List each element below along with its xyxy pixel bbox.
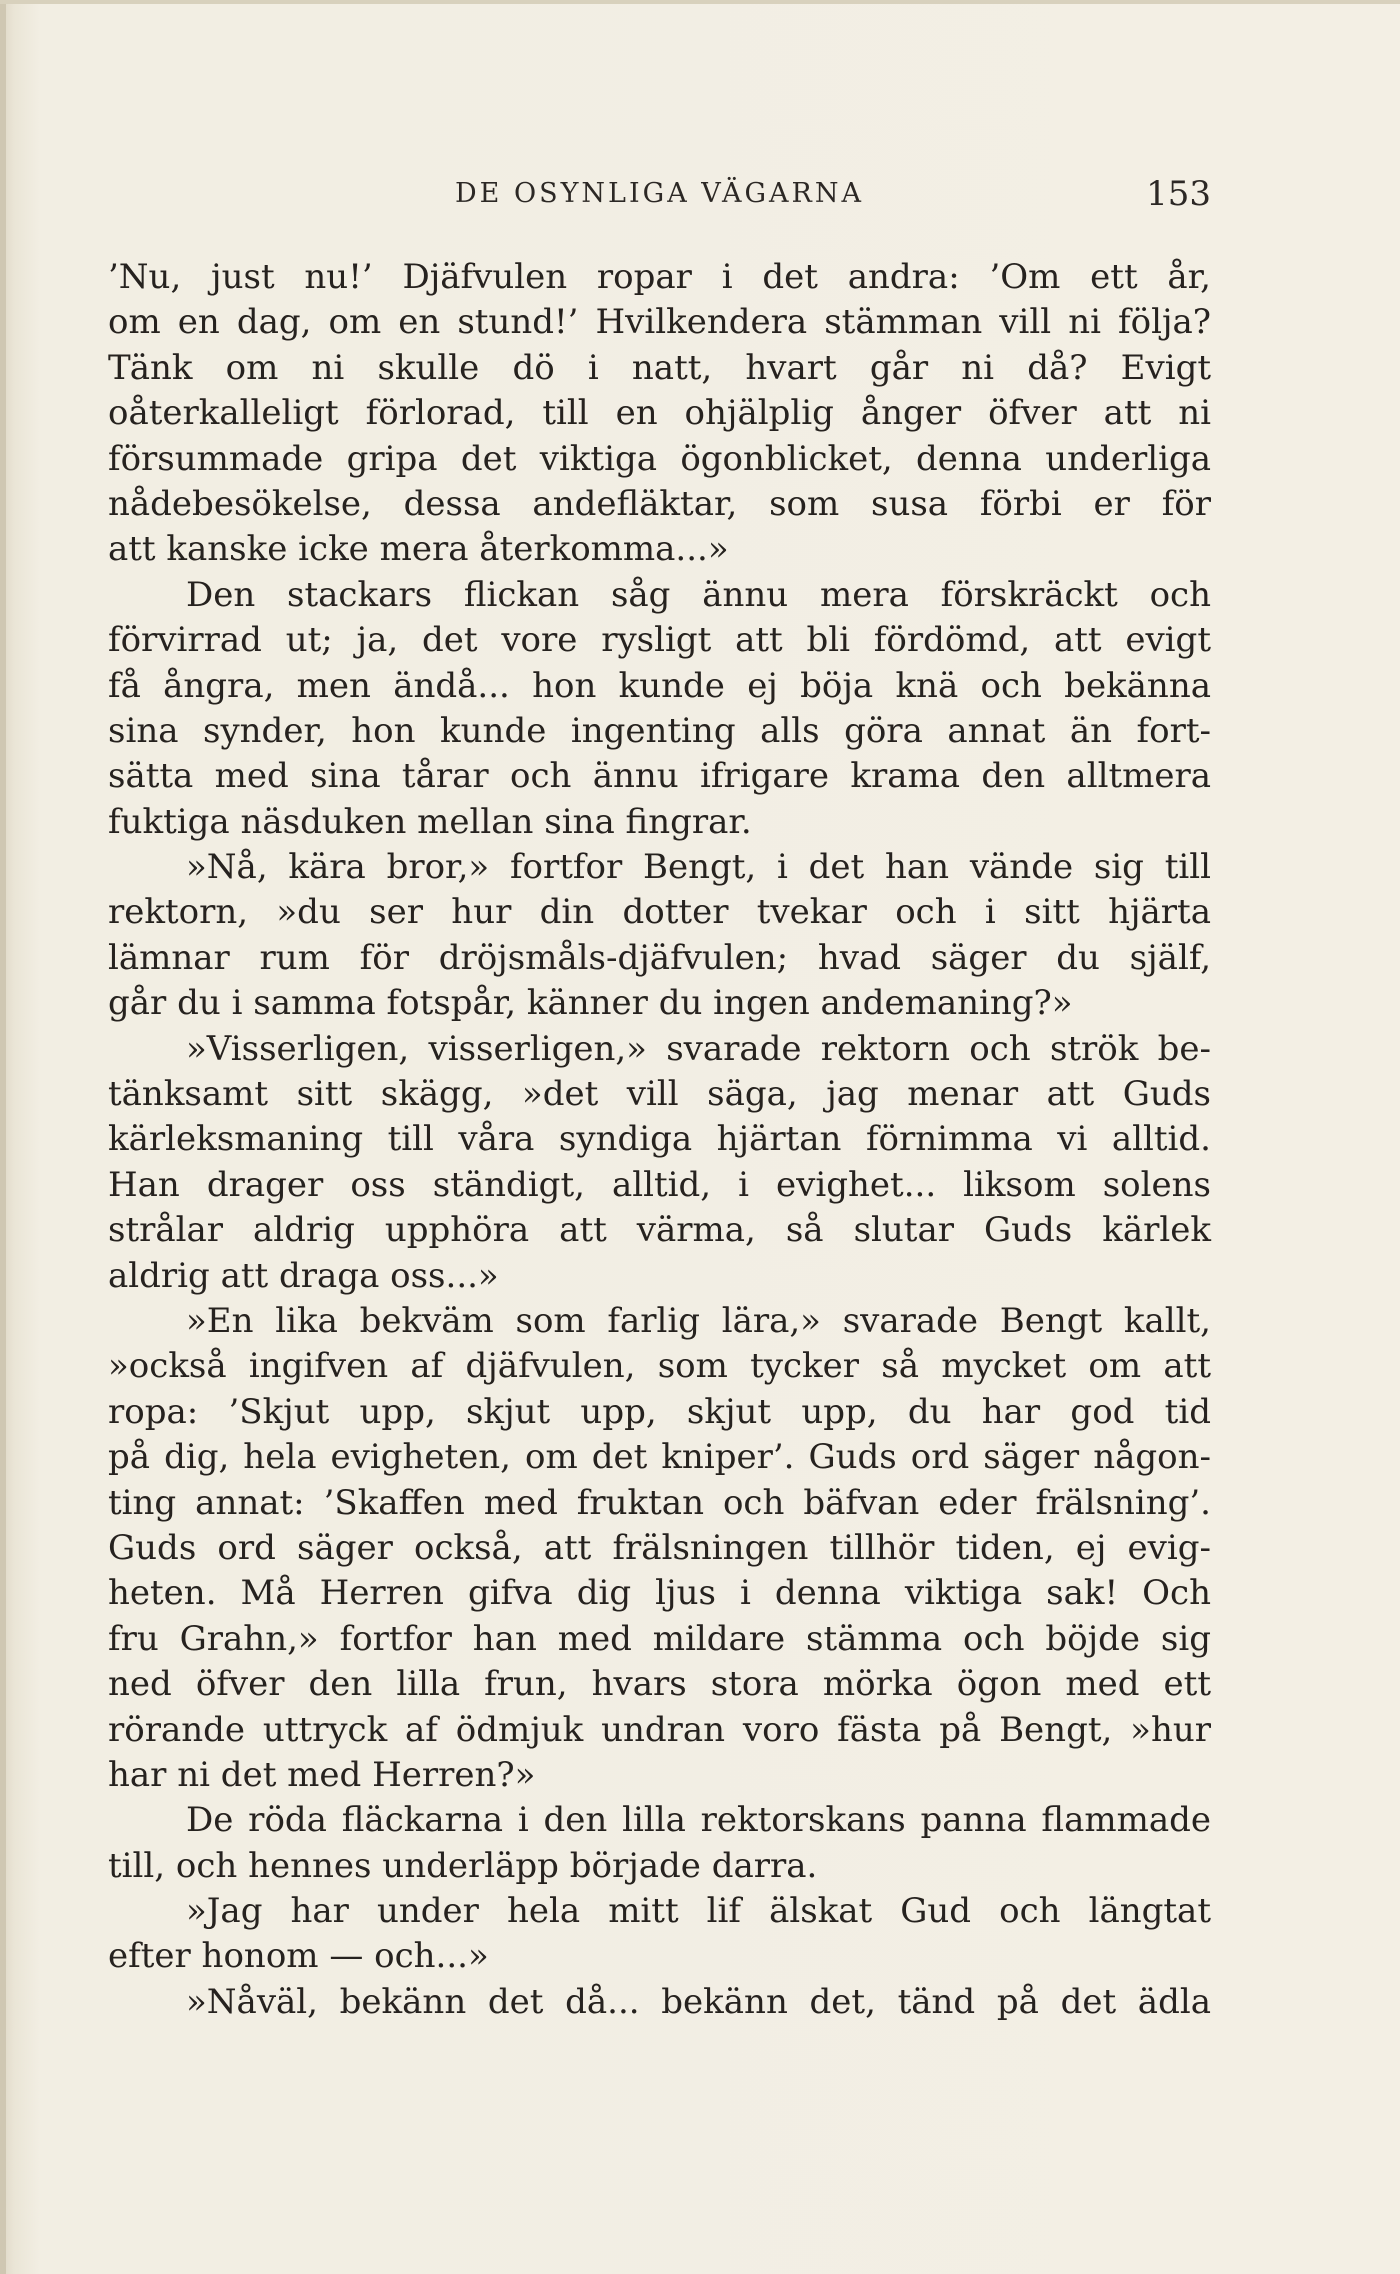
text-line: sätta med sina tårar och ännu ifrigare krama den alltmera <box>108 756 1211 797</box>
page-top-edge <box>0 0 1400 4</box>
page-spine-edge <box>0 0 6 2274</box>
text-line: Den stackars flickan såg ännu mera förskräckt och <box>186 574 1211 615</box>
text-line: »Jag har under hela mitt lif älskat Gud och längtat <box>186 1891 1211 1932</box>
text-line: sina synder, hon kunde ingenting alls göra annat än fort- <box>108 710 1211 751</box>
text-line: på dig, hela evigheten, om det kniper’. Guds ord säger någon- <box>108 1437 1211 1478</box>
text-line: »också ingifven af djäfvulen, som tycker så mycket om att <box>108 1346 1211 1387</box>
running-header <box>108 174 1211 218</box>
text-line: försummade gripa det viktiga ögonblicket, denna underliga <box>108 438 1211 479</box>
running-title: DE OSYNLIGA VÄGARNA <box>455 178 864 209</box>
text-line: oåterkalleligt förlorad, till en ohjälplig ånger öfver att ni <box>108 393 1211 434</box>
text-line: tänksamt sitt skägg, »det vill säga, jag menar att Guds <box>108 1074 1211 1115</box>
text-line: Guds ord säger också, att frälsningen tillhör tiden, ej evig- <box>108 1527 1211 1568</box>
text-line: fru Grahn,» fortfor han med mildare stämma och böjde sig <box>108 1618 1211 1659</box>
body-text <box>108 255 1211 2025</box>
text-line: strålar aldrig upphöra att värma, så slutar Guds kärlek <box>108 1210 1211 1251</box>
text-line: ropa: ’Skjut upp, skjut upp, skjut upp, du har god tid <box>108 1391 1211 1432</box>
text-line: att kanske icke mera återkomma...» <box>108 529 729 570</box>
text-line: har ni det med Herren?» <box>108 1754 536 1795</box>
text-line: ’Nu, just nu!’ Djäfvulen ropar i det andra: ’Om ett år, <box>108 257 1211 297</box>
text-line: heten. Må Herren gifva dig ljus i denna viktiga sak! Och <box>108 1573 1211 1614</box>
text-line: ting annat: ’Skaffen med fruktan och bäfvan eder frälsning’. <box>108 1482 1211 1523</box>
text-line: fuktiga näsduken mellan sina fingrar. <box>108 801 752 842</box>
text-line: Tänk om ni skulle dö i natt, hvart går ni då? Evigt <box>108 347 1211 388</box>
text-line: aldrig att draga oss...» <box>108 1255 499 1296</box>
text-line: efter honom — och...» <box>108 1936 489 1977</box>
text-line: nådebesökelse, dessa andefläktar, som susa förbi er för <box>108 483 1211 524</box>
text-line: går du i samma fotspår, känner du ingen andemaning?» <box>108 983 1073 1024</box>
text-line: »Visserligen, visserligen,» svarade rektorn och strök be- <box>186 1028 1211 1069</box>
text-line: rektorn, »du ser hur din dotter tvekar och i sitt hjärta <box>108 892 1211 933</box>
text-line: De röda fläckarna i den lilla rektorskans panna flammade <box>186 1800 1211 1841</box>
text-line: förvirrad ut; ja, det vore rysligt att bli fördömd, att evigt <box>108 620 1211 661</box>
text-line: »Nåväl, bekänn det då... bekänn det, tänd på det ädla <box>186 1981 1211 2022</box>
text-line: »Nå, kära bror,» fortfor Bengt, i det han vände sig till <box>186 847 1211 888</box>
text-line: Han drager oss ständigt, alltid, i evighet... liksom solens <box>108 1164 1211 1205</box>
text-line: få ångra, men ändå... hon kunde ej böja knä och bekänna <box>108 665 1211 706</box>
text-line: kärleksmaning till våra syndiga hjärtan förnimma vi alltid. <box>108 1119 1211 1160</box>
text-line: lämnar rum för dröjsmåls-djäfvulen; hvad säger du själf, <box>108 937 1211 978</box>
text-line: »En lika bekväm som farlig lära,» svarade Bengt kallt, <box>186 1300 1211 1341</box>
text-line: till, och hennes underläpp började darra. <box>108 1845 818 1886</box>
text-line: om en dag, om en stund!’ Hvilkendera stämman vill ni följa? <box>108 302 1211 343</box>
page-number: 153 <box>1146 174 1211 214</box>
text-line: ned öfver den lilla frun, hvars stora mörka ögon med ett <box>108 1664 1211 1705</box>
text-line: rörande uttryck af ödmjuk undran voro fästa på Bengt, »hur <box>108 1709 1211 1750</box>
